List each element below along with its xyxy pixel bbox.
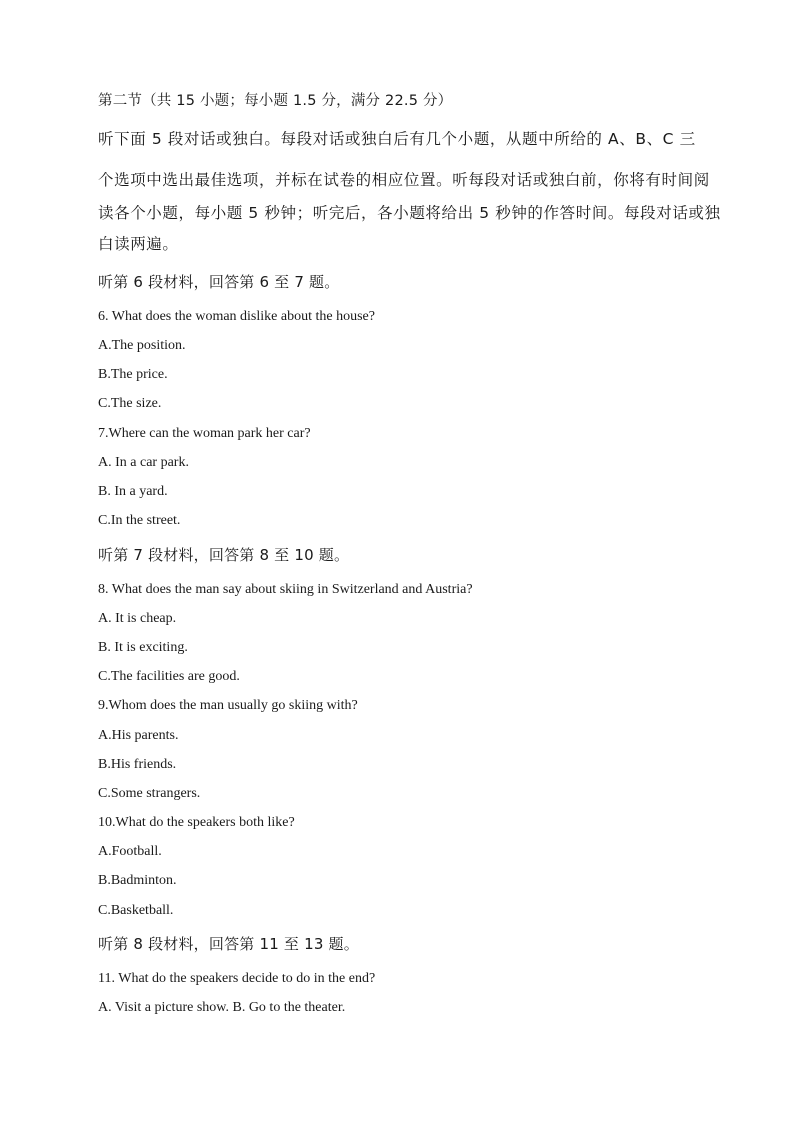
question-option: B. It is exciting. <box>98 640 188 655</box>
material-heading: 听第 7 段材料，回答第 8 至 10 题。 <box>98 546 350 564</box>
question-option: C.Some strangers. <box>98 786 201 801</box>
question-option: C.The facilities are good. <box>98 669 240 684</box>
question-option: C.The size. <box>98 396 162 411</box>
question-option: A. It is cheap. <box>98 611 177 626</box>
question-option: A.The position. <box>98 338 186 353</box>
question-stem: 10.What do the speakers both like? <box>98 815 295 830</box>
question-stem: 7.Where can the woman park her car? <box>98 426 311 441</box>
material-heading: 听第 8 段材料，回答第 11 至 13 题。 <box>98 935 359 953</box>
material-heading: 听第 6 段材料，回答第 6 至 7 题。 <box>98 273 340 291</box>
question-option: B. In a yard. <box>98 484 168 499</box>
question-stem: 11. What do the speakers decide to do in the end? <box>98 971 376 986</box>
question-option: B.Badminton. <box>98 873 177 888</box>
instructions-line-2: 个选项中选出最佳选项，并标在试卷的相应位置。听每段对话或独白前，你将有时间阅 <box>98 171 710 189</box>
question-option: A.His parents. <box>98 728 179 743</box>
question-stem: 9.Whom does the man usually go skiing with? <box>98 698 358 713</box>
instructions-line-3: 读各个小题，每小题 5 秒钟；听完后，各小题将给出 5 秒钟的作答时间。每段对话或独 <box>98 204 721 222</box>
section-title: 第二节（共 15 小题；每小题 1.5 分，满分 22.5 分） <box>98 93 453 109</box>
question-stem: 8. What does the man say about skiing in Switzerland and Austria? <box>98 582 473 597</box>
question-option: B.His friends. <box>98 757 177 772</box>
question-options-inline: A. Visit a picture show. B. Go to the theater. <box>98 1000 346 1015</box>
question-option: C.Basketball. <box>98 903 174 918</box>
question-option: A.Football. <box>98 844 162 859</box>
question-option: B.The price. <box>98 367 168 382</box>
question-option: C.In the street. <box>98 513 181 528</box>
instructions-line-4: 白读两遍。 <box>98 235 179 253</box>
instructions-line-1: 听下面 5 段对话或独白。每段对话或独白后有几个小题，从题中所给的 A、B、C 三 <box>98 130 696 148</box>
question-stem: 6. What does the woman dislike about the house? <box>98 309 375 324</box>
question-option: A. In a car park. <box>98 455 189 470</box>
